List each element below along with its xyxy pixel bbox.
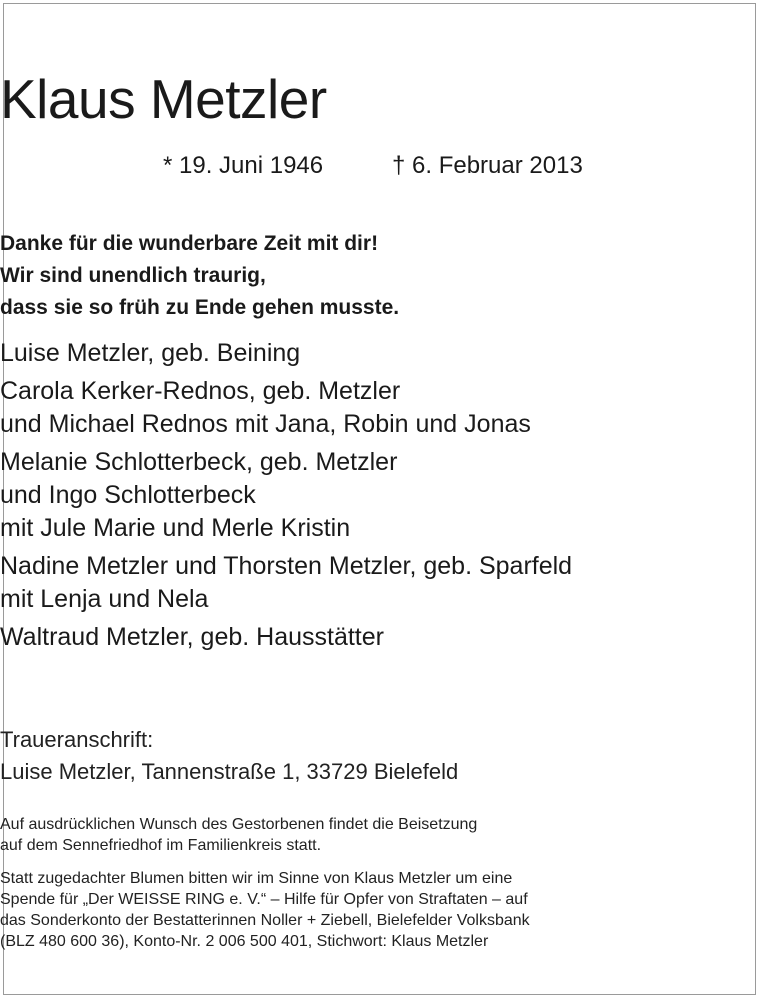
mourner-name: Melanie Schlotterbeck, (0, 448, 253, 476)
mourning-address (0, 724, 761, 788)
farewell-motto (0, 228, 761, 324)
mourner-note: geb. Metzler (252, 448, 398, 476)
mourner-note: geb. Sparfeld (416, 552, 573, 580)
donation-notice (0, 868, 761, 952)
burial-notice (0, 814, 761, 856)
mourner-name: Luise Metzler, (0, 339, 155, 367)
notice-line: das Sonderkonto der Bestatterinnen Noller + Ziebell, Bielefelder Volksbank (0, 912, 530, 929)
death-date: † 6. Februar 2013 (392, 152, 583, 179)
notice-line: Auf ausdrücklichen Wunsch des Gestorbenen findet die Beisetzung (0, 816, 478, 833)
mourner-line (0, 408, 761, 441)
mourner-group (0, 446, 761, 545)
mourner-note: geb. Hausstätter (193, 623, 384, 651)
mourner-line (0, 550, 761, 583)
mourner-name: Waltraud Metzler, (0, 623, 194, 651)
mourner-name: Nadine Metzler und Thorsten Metzler, (0, 552, 417, 580)
life-dates (0, 152, 761, 182)
motto-line: Wir sind unendlich traurig, (0, 264, 266, 287)
mourner-name: und Michael Rednos mit Jana, Robin und Jonas (0, 410, 531, 438)
mourner-line (0, 621, 761, 654)
notice-line: Spende für „Der WEISSE RING e. V.“ – Hilfe für Opfer von Straftaten – auf (0, 891, 528, 908)
mourner-note: geb. Beining (154, 339, 301, 367)
mourner-name: und Ingo Schlotterbeck (0, 481, 256, 509)
mourners-list (0, 337, 761, 659)
motto-line: dass sie so früh zu Ende gehen musste. (0, 296, 400, 319)
mourner-line (0, 337, 761, 370)
birth-date: * 19. Juni 1946 (163, 152, 324, 179)
notice-line: Statt zugedachter Blumen bitten wir im Sinne von Klaus Metzler um eine (0, 870, 513, 887)
deceased-name: Klaus Metzler (0, 68, 327, 130)
mourner-name: mit Jule Marie und Merle Kristin (0, 514, 351, 542)
mourner-group (0, 375, 761, 441)
mourner-line (0, 512, 761, 545)
mourner-line (0, 375, 761, 408)
address-value: Luise Metzler, Tannenstraße 1, 33729 Bielefeld (0, 759, 459, 784)
mourner-group (0, 337, 761, 370)
mourner-group (0, 550, 761, 616)
mourner-line (0, 446, 761, 479)
mourner-name: Carola Kerker-Rednos, (0, 377, 256, 405)
address-label: Traueranschrift: (0, 727, 154, 752)
mourner-name: mit Lenja und Nela (0, 585, 209, 613)
mourner-line (0, 479, 761, 512)
mourner-line (0, 583, 761, 616)
notice-line: (BLZ 480 600 36), Konto-Nr. 2 006 500 401, Stichwort: Klaus Metzler (0, 933, 489, 950)
mourner-note: geb. Metzler (255, 377, 401, 405)
notice-line: auf dem Sennefriedhof im Familienkreis statt. (0, 837, 322, 854)
motto-line: Danke für die wunderbare Zeit mit dir! (0, 232, 379, 255)
mourner-group (0, 621, 761, 654)
